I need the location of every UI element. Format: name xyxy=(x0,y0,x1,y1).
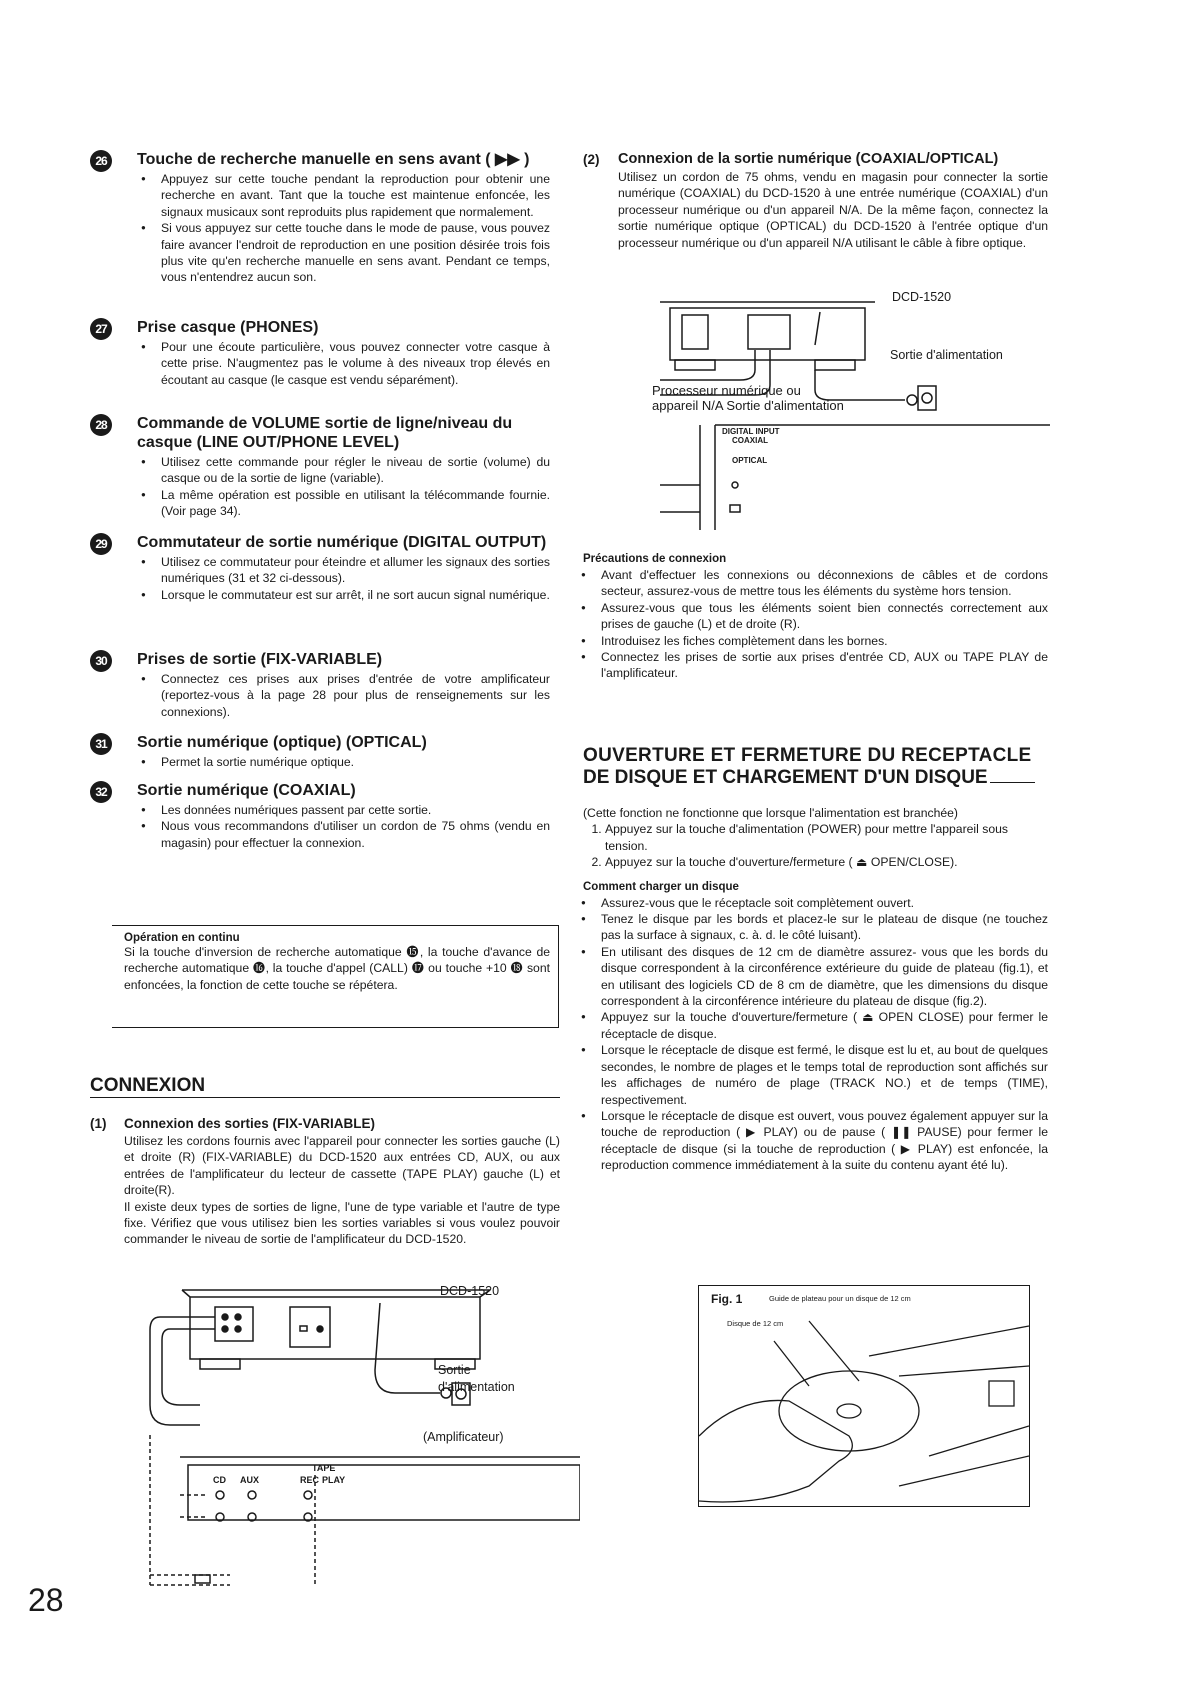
diagram-processor-label-2: appareil N/A Sortie d'alimentation xyxy=(652,398,844,413)
item-31 xyxy=(90,733,550,770)
item-title: Prise casque (PHONES) xyxy=(137,319,319,336)
section-title-line1: OUVERTURE ET FERMETURE DU RECEPTACLE xyxy=(583,745,1032,766)
tape-label: TAPE xyxy=(312,1463,336,1473)
figure-guide-label: Guide de plateau pour un disque de 12 cm xyxy=(769,1294,911,1303)
item-27 xyxy=(90,318,550,388)
digital-connection-drawing xyxy=(660,300,1050,530)
note-title: Opération en continu xyxy=(124,932,240,944)
optical-label: OPTICAL xyxy=(732,456,768,465)
section-title-line2: DE DISQUE ET CHARGEMENT D'UN DISQUE xyxy=(583,767,988,788)
diagram-processor-label: Processeur numérique ou xyxy=(652,383,801,398)
precautions-section xyxy=(583,553,1048,682)
bullet: ● Connectez ces prises aux prises d'entrée de votre amplificateur (reportez-vous à la page 28 pour plus de renseignements sur les connexions). xyxy=(161,671,550,720)
bullet: ● Appuyez sur la touche d'ouverture/fermeture ( ⏏ OPEN CLOSE) pour fermer le réceptacle de disque. xyxy=(601,1009,1048,1042)
bullet: ● Connectez les prises de sortie aux prises d'entrée CD, AUX ou TAPE PLAY de l'amplificateur. xyxy=(601,649,1048,682)
bullet: ● Utilisez ce commutateur pour éteindre et allumer les signaux des sorties numériques (31 et 32 ci-dessous). xyxy=(161,554,550,587)
play-label: PLAY xyxy=(322,1475,346,1485)
item-number: 28 xyxy=(90,414,112,436)
bullet: ● La même opération est possible en utilisant la télécommande fournie. (Voir page 34). xyxy=(161,487,550,520)
charge-title: Comment charger un disque xyxy=(583,880,739,893)
bullet: ● Lorsque le réceptacle de disque est fermé, le disque est lu et, au bout de quelques secondes, le nombre de plages et le temps total de reproduction sont affichés sur les affichages de numéro de plage (TRACK NO.) et de temps (TIME), respectivement. xyxy=(601,1042,1048,1108)
bullet: ● Introduisez les fiches complètement dans les bornes. xyxy=(601,633,1048,649)
bullet: ● Assurez-vous que le réceptacle soit complètement ouvert. xyxy=(601,895,1048,911)
precautions-title: Précautions de connexion xyxy=(583,553,727,565)
item-28 xyxy=(90,414,550,520)
bullet: ● Les données numériques passent par cette sortie. xyxy=(161,802,550,818)
item-30 xyxy=(90,650,550,720)
cd-player-amplifier-drawing xyxy=(140,1285,580,1595)
conn1-title: Connexion des sorties (FIX-VARIABLE) xyxy=(124,1116,376,1131)
item-26 xyxy=(90,150,550,286)
figure-label: Fig. 1 xyxy=(711,1292,743,1306)
figure-1 xyxy=(698,1285,1030,1507)
step: 2. Appuyez sur la touche d'ouverture/fermeture ( ⏏ OPEN/CLOSE). xyxy=(605,854,1048,870)
step: 1. Appuyez sur la touche d'alimentation (POWER) pour mettre l'appareil sous tension. xyxy=(605,821,1048,854)
bullet: ● En utilisant des disques de 12 cm de diamètre assurez- vous que les bords du disque correspondent à la circonférence extérieure du guide de plateau (fig.1), et en utilisant des logiciels CD de 8 cm de diamètre, que les dimensions du disque correspondent à la circonférence intérieure du plateau de disque (fig.2). xyxy=(601,944,1048,1010)
item-number: 30 xyxy=(90,650,112,672)
rec-label: REC xyxy=(300,1475,320,1485)
conn1-number: (1) xyxy=(90,1116,107,1131)
conn2-title: Connexion de la sortie numérique (COAXIAL/OPTICAL) xyxy=(618,151,999,167)
coaxial-label: COAXIAL xyxy=(732,436,768,445)
bullet: ● Lorsque le commutateur est sur arrêt, il ne sort aucun signal numérique. xyxy=(161,587,550,603)
item-number: 27 xyxy=(90,318,112,340)
power-note: (Cette fonction ne fonctionne que lorsque l'alimentation est branchée) xyxy=(583,806,958,820)
bullet: ● Lorsque le réceptacle de disque est ouvert, vous pouvez également appuyer sur la touche de reproduction ( ▶ PLAY) ou de pause ( ❚❚ PAUSE) pour fermer le réceptacle de disque (si la touche de reproduction ( ▶ PLAY) est enfoncée, la reproduction commence immédiatement à la suite du contenu ayant été lu). xyxy=(601,1108,1048,1174)
conn2-para: Utilisez un cordon de 75 ohms, vendu en magasin pour connecter la sortie numérique (COAXIAL) du DCD-1520 à une entrée numérique (COAXIAL) d'un processeur numérique ou d'un appareil N/A. De la même façon, connectez la sortie numérique optique (OPTICAL) du DCD-1520 à l'entrée optique d'un processeur numérique ou d'un appareil N/A utilisant le câble à fibre optique. xyxy=(618,170,1048,250)
item-number: 26 xyxy=(90,150,112,172)
digital-input-label: DIGITAL INPUT xyxy=(722,427,780,436)
connection-diagram-digital xyxy=(652,290,1050,530)
item-title: Prises de sortie (FIX-VARIABLE) xyxy=(137,651,383,668)
bullet: ● Pour une écoute particulière, vous pouvez connecter votre casque à cette prise. N'augmentez pas le volume à des niveaux trop élevés en écoutant au casque (le casque est vendu séparément). xyxy=(161,339,550,388)
disc-section xyxy=(583,745,1048,1174)
item-number: 31 xyxy=(90,733,112,755)
item-title: Sortie numérique (COAXIAL) xyxy=(137,782,356,799)
conn2-section xyxy=(583,150,1048,251)
cd-label: CD xyxy=(213,1475,226,1485)
page-number: 28 xyxy=(28,1582,64,1618)
diagram-alimentation-label: d'alimentation xyxy=(438,1380,515,1394)
bullet: ● Permet la sortie numérique optique. xyxy=(161,754,550,770)
item-title: Commande de VOLUME sortie de ligne/niveau du casque (LINE OUT/PHONE LEVEL) xyxy=(137,415,513,451)
figure-disc-label: Disque de 12 cm xyxy=(727,1319,784,1328)
note-box xyxy=(112,925,559,1028)
connexion-title: CONNEXION xyxy=(90,1075,206,1096)
note-text: Si la touche d'inversion de recherche automatique ⓯, la touche d'avance de recherche automatique ⓰, la touche d'appel (CALL) ⓱ ou touche +10 ⓲ sont enfoncées, la fonction de cette touche se répétera. xyxy=(124,945,550,992)
conn2-number: (2) xyxy=(583,152,600,167)
bullet: ● Avant d'effectuer les connexions ou déconnexions de câbles et de cordons secteur, assurez-vous de mettre tous les éléments du système hors tension. xyxy=(601,567,1048,600)
diagram-model-label: DCD-1520 xyxy=(892,290,952,304)
conn1-para1: Utilisez les cordons fournis avec l'appareil pour connecter les sorties gauche (L) et droite (R) (FIX-VARIABLE) du DCD-1520 aux entrées CD, AUX, ou aux entrées de l'amplificateur du lecteur de cassette (TAPE PLAY) gauche (L) et droite(R). xyxy=(124,1134,560,1198)
diagram-sortie-label: Sortie d'alimentation xyxy=(890,348,1003,362)
bullet: ● Assurez-vous que tous les éléments soient bien connectés correctement aux prises de gauche (L) et de droite (R). xyxy=(601,600,1048,633)
diagram-sortie-label: Sortie xyxy=(438,1363,471,1377)
connection-diagram-analog xyxy=(140,1285,580,1595)
item-title: Sortie numérique (optique) (OPTICAL) xyxy=(137,734,427,751)
diagram-amplifier-label: (Amplificateur) xyxy=(423,1430,504,1444)
item-number: 29 xyxy=(90,533,112,555)
bullet: ● Utilisez cette commande pour régler le niveau de sortie (volume) du casque ou de la sortie de ligne (variable). xyxy=(161,454,550,487)
item-29 xyxy=(90,533,550,603)
section-title xyxy=(90,1075,560,1098)
conn1-para2: Il existe deux types de sorties de ligne, l'une de type variable et l'autre de type fixe. Vérifiez que vous utilisez bien les sorties variables si vous voulez pouvoir commander le niveau de sortie de l'amplificateur du DCD-1520. xyxy=(124,1199,560,1247)
item-number: 32 xyxy=(90,781,112,803)
bullet: ● Nous vous recommandons d'utiliser un cordon de 75 ohms (vendu en magasin) pour effectuer la connexion. xyxy=(161,818,550,851)
connexion-section xyxy=(90,1075,560,1248)
aux-label: AUX xyxy=(240,1475,260,1485)
item-title: Commutateur de sortie numérique (DIGITAL OUTPUT) xyxy=(137,534,547,551)
bullet: ● Tenez le disque par les bords et placez-le sur le plateau de disque (ne touchez pas la surface à signaux, c. à. d. le côté luisant). xyxy=(601,911,1048,944)
item-title: Touche de recherche manuelle en sens avant ( ▶▶ ) xyxy=(137,151,530,168)
diagram-model-label: DCD-1520 xyxy=(440,1284,500,1298)
bullet: ● Appuyez sur cette touche pendant la reproduction pour obtenir une recherche en avant. Tant que la touche est maintenue enfoncée, les signaux musicaux sont reproduits plus rapidement que normalement. xyxy=(161,171,550,220)
bullet: ● Si vous appuyez sur cette touche dans le mode de pause, vous pouvez faire avancer l'endroit de reproduction en une position désirée trois fois plus vite qu'en recherche manuelle en sens avant. Pendant ce temps, vous n'entendrez aucun son. xyxy=(161,220,550,286)
item-32 xyxy=(90,781,550,851)
